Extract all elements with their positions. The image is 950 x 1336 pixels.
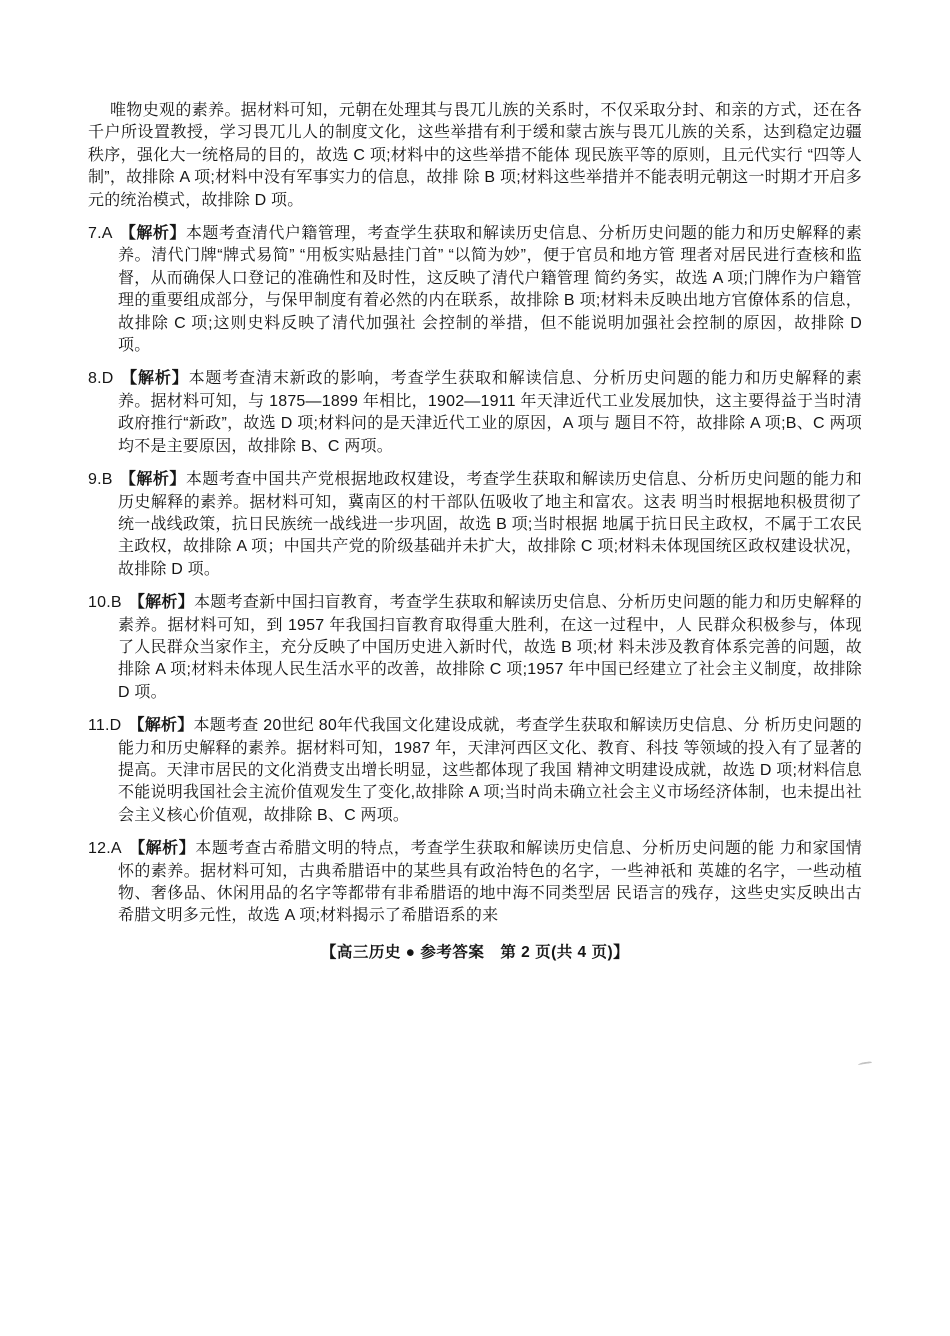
item-number: 8.D [88, 370, 114, 388]
answer-items [88, 223, 862, 928]
answer-item [88, 715, 862, 827]
item-label: 【解析】 [128, 594, 194, 612]
answer-item [88, 592, 862, 704]
item-text: 本题考查 20世纪 80年代我国文化建设成就，考查学生获取和解读历史信息、分 析历史问题的能力和历史解释的素养。据材料可知，1987 年，天津河西区文化、教育、科技 等领域的投入有了显著的提高。天津市居民的文化消费支出增长明显，这些都体现了我国 精神文明建设成就，故选 D 项;材料信息不能说明我国社会主流价值观发生了变化,故排除 A 项;当时尚未确立社会主义市场经济体制，也未提出社会主义核心价值观，故排除 B、C 两项。 [118, 717, 862, 824]
item-label: 【解析】 [128, 717, 194, 735]
answer-item [88, 368, 862, 458]
scan-artifact [858, 1061, 872, 1067]
answer-item [88, 223, 862, 357]
item-label: 【解析】 [120, 370, 189, 388]
item-number: 11.D [88, 717, 122, 735]
item-number: 12.A [88, 840, 122, 858]
item-text: 本题考查中国共产党根据地政权建设，考查学生获取和解读历史信息、分析历史问题的能力和历史解释的素养。据材料可知，冀南区的村干部队伍吸收了地主和富农。这表 明当时根据地积极贯彻了统一战线政策，抗日民族统一战线进一步巩固，故选 B 项;当时根据 地属于抗日民主政权，不属于工农民主政权，故排除 A 项；中国共产党的阶级基础并未扩大，故排除 C 项;材料未体现国统区政权建设状况，故排除 D 项。 [118, 471, 862, 578]
answer-item [88, 838, 862, 928]
page-footer: 【高三历史 ● 参考答案 第 2 页(共 4 页)】 [320, 943, 630, 961]
item-text: 本题考查清代户籍管理，考查学生获取和解读历史信息、分析历史问题的能力和历史解释的素养。清代门牌“牌式易简” “用板实贴悬挂门首” “以简为妙”，便于官员和地方管 理者对居民进行查核和监督，从而确保人口登记的准确性和及时性，这反映了清代户籍管理 简约务实，故选 A 项;门牌作为户籍管理的重要组成部分，与保甲制度有着必然的内在联系，故排除 B 项;材料未反映出地方官僚体系的信息，故排除 C 项;这则史料反映了清代加强社 会控制的举措，但不能说明加强社会控制的原因，故排除 D 项。 [118, 225, 862, 355]
item-label: 【解析】 [128, 840, 196, 858]
continuation-paragraph: 唯物史观的素养。据材料可知，元朝在处理其与畏兀儿族的关系时，不仅采取分封、和亲的方式，还在各千户所设置教授，学习畏兀儿人的制度文化，这些举措有利于缓和蒙古族与畏兀儿族的关系，达到稳定边疆秩序，强化大一统格局的目的，故选 C 项;材料中的这些举措不能体 现民族平等的原则，且元代实行 “四等人制”，故排除 A 项;材料中没有军事实力的信息，故排 除 B 项;材料这些举措并不能表明元朝这一时期才开启多元的统治模式，故排除 D 项。 [88, 102, 862, 209]
item-text: 本题考查古希腊文明的特点，考查学生获取和解读历史信息、分析历史问题的能 力和家国情怀的素养。据材料可知，古典希腊语中的某些具有政治特色的名字，一些神祇和 英雄的名字，一些动植物、奢侈品、休闲用品的名字等都带有非希腊语的地中海不同类型居 民语言的残存，这些史实反映出古希腊文明多元性，故选 A 项;材料揭示了希腊语系的来 [118, 840, 862, 925]
item-label: 【解析】 [119, 471, 186, 489]
item-number: 7.A [88, 225, 113, 243]
item-text: 本题考查清末新政的影响，考查学生获取和解读信息、分析历史问题的能力和历史解释的素养。据材料可知，与 1875—1899 年相比，1902—1911 年天津近代工业发展加快，这主要得益于当时清政府推行“新政”，故选 D 项;材料问的是天津近代工业的原因，A 项与 题目不符，故排除 A 项;B、C 两项均不是主要原因，故排除 B、C 两项。 [118, 370, 862, 455]
item-text: 本题考查新中国扫盲教育，考查学生获取和解读历史信息、分析历史问题的能力和历史解释的素养。据材料可知，到 1957 年我国扫盲教育取得重大胜利，在这一过程中，人 民群众积极参与，体现了人民群众当家作主，充分反映了中国历史进入新时代，故选 B 项;材 料未涉及教育体系完善的问题，故排除 A 项;材料未体现人民生活水平的改善，故排除 C 项;1957 年中国已经建立了社会主义制度，故排除 D 项。 [118, 594, 862, 701]
item-number: 10.B [88, 594, 122, 612]
answer-item [88, 469, 862, 581]
item-number: 9.B [88, 471, 113, 489]
item-label: 【解析】 [119, 225, 186, 243]
